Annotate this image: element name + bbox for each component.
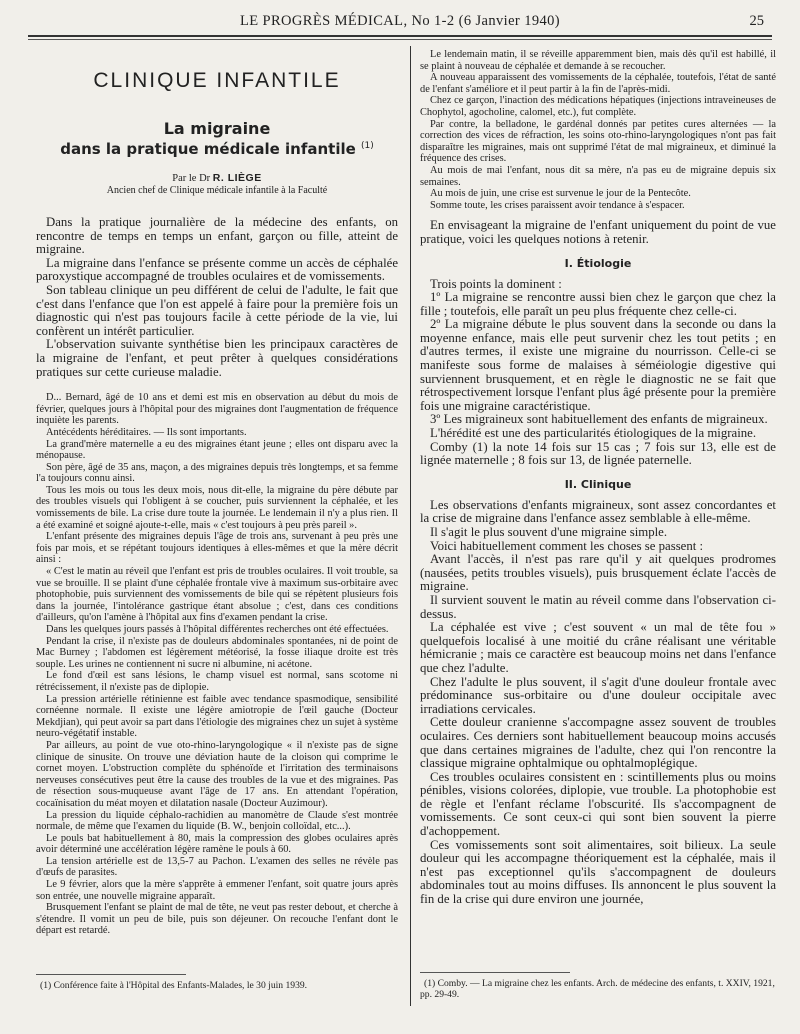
paragraph: La céphalée est vive ; c'est souvent « un mal de tête fou » quelquefois localisé à une moitié du crâne réalisant une véritable hémicranie ; mais ce caractère est beaucoup moins net dans l'enfance que chez l'adulte. <box>420 620 776 675</box>
case-observation <box>36 392 398 937</box>
paragraph: Chez ce garçon, l'inaction des médications hépatiques (injections intraveineuses de Chophytol, agocholine, calomel, etc.), fut complète. <box>420 95 776 118</box>
rubric-title: CLINIQUE INFANTILE <box>93 69 341 92</box>
footnote: (1) Comby. — La migraine chez les enfants. Arch. de médecine des enfants, t. XXIV, 1921, pp. 29-49. <box>420 978 775 1000</box>
paragraph: 1º La migraine se rencontre aussi bien chez le garçon que chez la fille ; toutefois, elle paraît un peu plus fréquente chez celle-ci. <box>420 290 776 318</box>
paragraph: Il survient souvent le matin au réveil comme dans l'observation ci-dessus. <box>420 592 776 621</box>
paragraph: Le fond d'œil est sans lésions, le champ visuel est normal, sans scotome ni rétrécissement, il n'existe pas de diplopie. <box>36 670 398 693</box>
footnote-rule <box>36 974 186 975</box>
header-rule-thin <box>28 39 772 40</box>
section-heading-clinique: II. Clinique <box>564 477 632 491</box>
article-title-line1: La migraine <box>163 119 271 138</box>
case-observation-continued <box>420 49 776 211</box>
section-etiologie <box>420 278 776 468</box>
running-header <box>28 9 772 35</box>
paragraph: 2º La migraine débute le plus souvent dans la seconde ou dans la moyenne enfance, mais elle peut survenir chez les tout petits ; en d'autres termes, il existe une migraine du nourrisson. Celle-ci se manifeste sous forme de malaises à séméiologie digestive qui surviennent brusquement, et en règle le diagnostic ne se fait que rétrospectivement lorsque l'enfant plus âgé présente pour la première fois une migraine caractéristique. <box>420 317 776 413</box>
paragraph: Somme toute, les crises paraissent avoir tendance à s'espacer. <box>430 199 685 211</box>
paragraph: Dans les quelques jours passés à l'hôpital différentes recherches ont été effectuées. <box>46 624 389 635</box>
paragraph: Par contre, la belladone, le gardénal donnés par petites cures alternées — la correction des vices de réfraction, les soins oto-rhino-laryngologiques n'ont pas fait disparaître les migraines, mais ont supprimé l'état de mal migraineux, et diminué la fréquence des crises. <box>420 118 776 165</box>
paragraph: L'hérédité est une des particularités étiologiques de la migraine. <box>430 426 757 441</box>
author-affiliation: Ancien chef de Clinique médicale infantile à la Faculté <box>106 185 328 196</box>
paragraph: La migraine dans l'enfance se présente comme un accès de céphalée paroxystique accompagné de troubles oculaires et de vomissements. <box>36 255 398 284</box>
paragraph: Comby (1) la note 14 fois sur 15 cas ; 7 fois sur 13, elle est de lignée maternelle ; 8 fois sur 13, de lignée paternelle. <box>420 439 776 468</box>
left-footnote-area <box>36 974 398 991</box>
paragraph: Au mois de mai l'enfant, nous dit sa mère, n'a pas eu de migraine depuis six semaines. <box>420 164 776 188</box>
paragraph: Ces vomissements sont soit alimentaires, soit bilieux. La seule douleur qui les accompagne théoriquement est la céphalée, mais il n'est pas exceptionnel qu'ils s'accompagnent de douleurs abdominales tout au moins diffuses. Ils annoncent le plus souvent la fin de la crise qui dure environ une journée, <box>420 837 776 907</box>
paragraph: Avant l'accès, il n'est pas rare qu'il y ait quelques prodromes (nausées, petits troubles visuels), puis brusquement éclate l'accès de migraine. <box>420 552 776 594</box>
paragraph: Le 9 février, alors que la mère s'apprête à emmener l'enfant, soit quatre jours après son entrée, une nouvelle migraine apparaît. <box>36 879 398 902</box>
paragraph: L'enfant présente des migraines depuis l'âge de trois ans, survenant à peu près une fois par mois, et se répétant toujours identiques à elles-mêmes et que la mère décrit ainsi : <box>36 531 398 566</box>
paragraph: Le pouls bat habituellement à 80, mais la compression des globes oculaires après avoir déterminé une accélération légère ramène le pouls à 60. <box>36 832 398 856</box>
footnote-rule <box>420 972 570 973</box>
paragraph: Son père, âgé de 35 ans, maçon, a des migraines depuis très longtemps, et sa femme l'a toujours connu ainsi. <box>36 461 398 485</box>
paragraph: Antécédents héréditaires. — Ils sont importants. <box>46 426 247 438</box>
left-column <box>36 44 398 1014</box>
column-separator <box>410 46 411 1006</box>
paragraph: Dans la pratique journalière de la médecine des enfants, on rencontre de temps en temps un enfant, garçon ou fille, atteint de migraine. <box>36 215 398 257</box>
byline <box>36 172 398 184</box>
paragraph: La pression du liquide céphalo-rachidien au manomètre de Claude s'est montrée normale, de même que l'examen du liquide (B. W., benjoin colloïdal, etc...). <box>36 809 398 833</box>
paragraph: Ces troubles oculaires consistent en : scintillements plus ou moins pénibles, visions colorées, diplopie, vue trouble. La photophobie est de règle et l'enfant réclame l'obscurité. Ils s'accompagnent de vomissements. Ce sont ceux-ci qui sont bien souvent la pierre d'achoppement. <box>420 769 776 839</box>
paragraph: Tous les mois ou tous les deux mois, nous dit-elle, la migraine du père débute par des troubles visuels qui l'obligent à se coucher, puis surviennent la céphalée, et les vomissements de bile. La crise dure toute la journée. Le lendemain il n'y a plus rien. Il a été examiné et soigné ajoute-t-elle, mais « c'est toujours à peu près pareil ». <box>36 484 398 531</box>
header-rule <box>28 35 772 37</box>
paragraph: Par ailleurs, au point de vue oto-rhino-laryngologique « il n'existe pas de signe clinique de sinusite. On trouve une déviation haute de la cloison qui comprime le cornet moyen. L'obstruction complète du sphénoïde et l'irritation des terminaisons nerveuses consécutives peut être la cause des troubles de la vue et des migraines. Pas de résection sous-muqueuse avant l'âge de 17 ans. En attendant l'opération, cocaïnisation du méat moyen et dilatation nasale (Docteur Auzimour). <box>36 739 398 809</box>
journal-title: LE PROGRÈS MÉDICAL, No 1-2 (6 Janvier 1940) <box>239 13 561 29</box>
paragraph: Il s'agit le plus souvent d'une migraine simple. <box>430 525 668 539</box>
title-footnote-marker: (1) <box>361 141 374 151</box>
article-title-line2 <box>36 140 398 158</box>
right-column <box>420 44 776 1014</box>
article-title-text: dans la pratique médicale infantile <box>60 140 356 158</box>
paragraph: En envisageant la migraine de l'enfant uniquement du point de vue pratique, voici les quelques notions à retenir. <box>420 218 776 246</box>
paragraph: D... Bernard, âgé de 10 ans et demi est mis en observation au début du mois de février, quelques jours à l'hôpital pour des migraines dont l'augmentation de fréquence inquiète les parents. <box>36 392 398 427</box>
byline-prefix: Par le Dr <box>172 173 211 184</box>
paragraph: « C'est le matin au réveil que l'enfant est pris de troubles oculaires. Il voit trouble, sa vue se brouille. Il se plaint d'une céphalée frontale vive à maximum sus-orbitaire avec photophobie, puis surviennent des vomissements de bile qui se répètent plusieurs fois dans la journée, l'intolérance gastrique étant absolue ; c'est, dans ces conditions d'ailleurs, qu'on l'amène à l'hôpital aux fins d'examen pendant la crise. <box>36 566 398 624</box>
section-clinique <box>420 499 776 907</box>
paragraph: Chez l'adulte le plus souvent, il s'agit d'une douleur frontale avec prédominance sus-orbitaire ou d'une douleur occipitale avec irradiations cervicales. <box>420 674 776 716</box>
author-name: R. LIÈGE <box>212 172 262 184</box>
paragraph: Les observations d'enfants migraineux, sont assez concordantes et la crise de migraine dans l'enfance assez semblable à elle-même. <box>420 497 776 526</box>
paragraph: La grand'mère maternelle a eu des migraines étant jeune ; elles ont disparu avec la ménopause. <box>36 438 398 462</box>
paragraph: Cette douleur cranienne s'accompagne assez souvent de troubles oculaires. Ces derniers sont habituellement beaucoup moins accusés que dans certaines migraines de l'adulte, chez qui l'on rencontre la classique migraine ophtalmique ou ophtalmoplégique. <box>420 715 776 771</box>
paragraph: La tension artérielle est de 13,5-7 au Pachon. L'examen des selles ne révèle pas d'œufs de parasites. <box>36 855 398 879</box>
section-heading-etiologie: I. Étiologie <box>564 256 632 270</box>
right-footnote-area <box>420 972 776 1000</box>
paragraph: A nouveau apparaissent des vomissements de la céphalée, toutefois, l'état de santé de l'enfant s'améliore et il peut partir à la fin de l'après-midi. <box>420 72 776 95</box>
page-number: 25 <box>749 13 764 29</box>
paragraph: Son tableau clinique un peu différent de celui de l'adulte, le fait que c'est dans l'enfance que l'on est appelé à faire pour la première fois un diagnostic qui n'est pas toujours facile à cette période de la vie, lui confèrent un intérêt particulier. <box>36 282 398 338</box>
paragraph: Voici habituellement comment les choses se passent : <box>430 538 704 553</box>
paragraph: Pendant la crise, il n'existe pas de douleurs abdominales spontanées, ni de point de Mac Burney ; l'abdomen est légèrement météorisé, la fosse iliaque droite est très souple. Les urines ne contiennent ni sucre ni albumine, ni acétone. <box>36 635 398 670</box>
paragraph: L'observation suivante synthétise bien les principaux caractères de la migraine de l'enfant, et peut prêter à quelques considérations pratiques sur cette curieuse maladie. <box>36 337 398 379</box>
paragraph: 3º Les migraineux sont habituellement des enfants de migraineux. <box>430 412 768 427</box>
paragraph: Brusquement l'enfant se plaint de mal de tête, ne veut pas rester debout, et cherche à s'étendre. Il vomit un peu de bile, puis son déjeuner. On recouche l'enfant dont le départ est retardé. <box>36 902 398 937</box>
paragraph: La pression artérielle rétinienne est faible avec tendance spasmodique, sensibilité cornéenne normale. Il existe une légère amiotropie de l'œil gauche (Docteur Mekdjian), qui peut avoir sa part dans l'étiologie des migraines chez un sujet à système neuro-végétatif instable. <box>36 693 398 740</box>
paragraph: Au mois de juin, une crise est survenue le jour de la Pentecôte. <box>430 188 691 200</box>
footnote: (1) Conférence faite à l'Hôpital des Enfants-Malades, le 30 juin 1939. <box>40 980 308 991</box>
paragraph: Le lendemain matin, il se réveille apparemment bien, mais dès qu'il est habillé, il se plaint à nouveau de céphalée et demande à se recoucher. <box>420 49 776 72</box>
paragraph: Trois points la dominent : <box>430 276 562 291</box>
intro-text <box>36 216 398 379</box>
